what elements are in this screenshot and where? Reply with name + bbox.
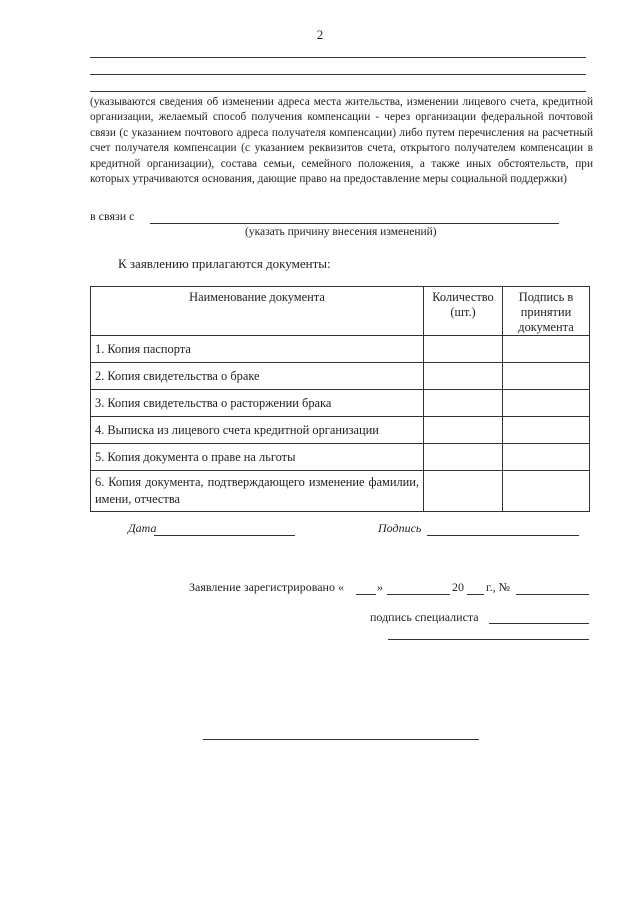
registration-year-line[interactable] [467, 594, 484, 595]
table-row [91, 444, 590, 471]
registration-day-line[interactable] [356, 594, 376, 595]
document-name: 5. Копия документа о праве на льготы [91, 444, 424, 471]
table-row [91, 390, 590, 417]
header-signature: Подпись в принятии документа [503, 287, 590, 336]
registration-year-suffix: г., № [486, 580, 511, 594]
document-name: 3. Копия свидетельства о расторжении брака [91, 390, 424, 417]
instruction-note: (указываются сведения об изменении адреса места жительства, изменении лицевого счета, кредитной организации, желаемый способ получения компенсации - через организации федеральной почтовой связи (с указанием почтового адреса получателя компенсации) либо путем перечисления на расчетный счет получателя компенсации (с указанием реквизитов счета, открытого получателем компенсации в кредитной организации), состава семьи, семейного положения, а также иных обстоятельств, при которых утрачиваются основания, дающие право на предоставление меры социальной поддержки) [90, 96, 593, 186]
header-document-name: Наименование документа [91, 287, 424, 336]
document-name: 4. Выписка из лицевого счета кредитной организации [91, 417, 424, 444]
footer-separator-line [203, 739, 479, 740]
quantity-cell[interactable] [424, 363, 503, 390]
table-row [91, 336, 590, 363]
signature-label: Подпись [378, 521, 422, 535]
documents-table [90, 286, 590, 512]
quantity-cell[interactable] [424, 336, 503, 363]
table-row [91, 417, 590, 444]
fill-line-1 [90, 57, 586, 58]
document-name: 6. Копия документа, подтверждающего изменение фамилии, имени, отчества [91, 471, 424, 512]
fill-line-2 [90, 74, 586, 75]
reason-hint: (указать причину внесения изменений) [245, 226, 437, 238]
registration-prefix: Заявление зарегистрировано « [189, 580, 344, 594]
table-row [91, 471, 590, 512]
reason-label: в связи с [90, 209, 135, 223]
reason-fill-line [150, 223, 559, 224]
date-fill-line[interactable] [154, 535, 295, 536]
signature-cell[interactable] [503, 471, 590, 512]
specialist-fill-line[interactable] [489, 623, 589, 624]
quantity-cell[interactable] [424, 390, 503, 417]
registration-quote-close: » [377, 580, 383, 594]
table-header-row [91, 287, 590, 336]
signature-cell[interactable] [503, 444, 590, 471]
attachments-title: К заявлению прилагаются документы: [118, 256, 331, 271]
quantity-cell[interactable] [424, 471, 503, 512]
signature-cell[interactable] [503, 336, 590, 363]
page-number: 2 [316, 27, 324, 42]
header-quantity: Количество (шт.) [424, 287, 503, 336]
date-label: Дата [128, 521, 157, 535]
table-row [91, 363, 590, 390]
document-name: 1. Копия паспорта [91, 336, 424, 363]
registration-month-line[interactable] [387, 594, 450, 595]
signature-cell[interactable] [503, 363, 590, 390]
specialist-label: подпись специалиста [370, 610, 479, 624]
signature-cell[interactable] [503, 390, 590, 417]
signature-fill-line[interactable] [427, 535, 579, 536]
quantity-cell[interactable] [424, 444, 503, 471]
registration-number-line[interactable] [516, 594, 589, 595]
signature-cell[interactable] [503, 417, 590, 444]
document-name: 2. Копия свидетельства о браке [91, 363, 424, 390]
specialist-extra-line[interactable] [388, 639, 589, 640]
fill-line-3 [90, 91, 586, 92]
registration-year-prefix: 20 [452, 580, 464, 594]
quantity-cell[interactable] [424, 417, 503, 444]
